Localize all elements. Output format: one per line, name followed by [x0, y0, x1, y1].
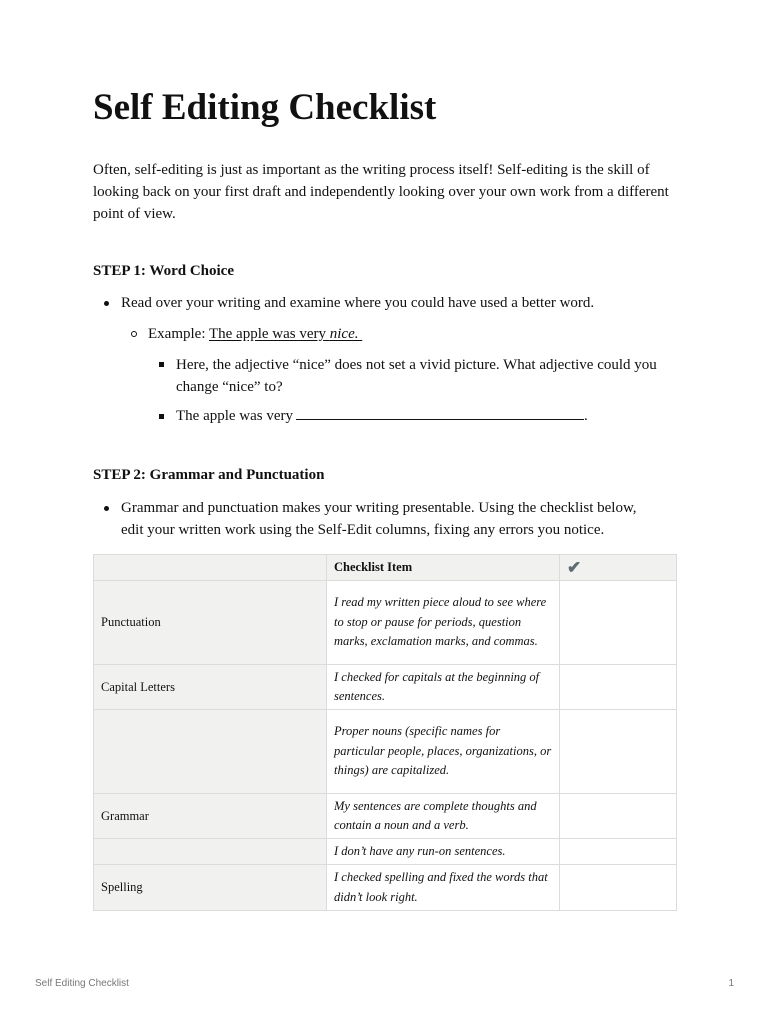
- row-check-cell[interactable]: [560, 794, 677, 839]
- row-category: [94, 710, 327, 794]
- row-category: Spelling: [94, 865, 327, 911]
- sub-bullet-adjective-line1: Here, the adjective “nice” does not set a vivid picture. What adjective could you: [176, 357, 657, 373]
- bullet-square-icon: [159, 414, 164, 419]
- row-item: I checked for capitals at the beginning of sentences.: [327, 665, 560, 710]
- step1-bullet: Read over your writing and examine where you could have used a better word.: [121, 295, 595, 311]
- row-check-cell[interactable]: [560, 839, 677, 865]
- row-check-cell[interactable]: [560, 581, 677, 665]
- sub-bullet-adjective-line2: change “nice” to?: [176, 379, 283, 395]
- check-icon: ✔: [567, 557, 582, 577]
- row-item: Proper nouns (specific names for particular people, places, organizations, or things) are capitalized.: [327, 710, 560, 794]
- row-category: Grammar: [94, 794, 327, 839]
- step2-bullet-line1: Grammar and punctuation makes your writing presentable. Using the checklist below,: [121, 500, 637, 516]
- sub-bullet-fill-in: The apple was very .: [176, 408, 588, 424]
- intro-paragraph: Often, self-editing is just as important as the writing process itself! Self-editing is the skill of looking back on your first draft and independently looking over your own work from a different point of view.: [93, 162, 669, 222]
- row-item: I don’t have any run-on sentences.: [327, 839, 560, 865]
- fill-in-blank[interactable]: [296, 406, 584, 420]
- example-label: Example:: [148, 326, 209, 342]
- step2-bullet-line2: edit your written work using the Self-Edit columns, fixing any errors you notice.: [121, 522, 605, 538]
- bullet-disc-icon: [104, 506, 109, 511]
- row-category: [94, 839, 327, 865]
- row-check-cell[interactable]: [560, 665, 677, 710]
- bullet-circle-icon: [131, 331, 137, 337]
- row-category: Capital Letters: [94, 665, 327, 710]
- footer-document-title: Self Editing Checklist: [35, 978, 129, 989]
- table-row: [94, 710, 677, 794]
- table-header-row: [94, 555, 677, 581]
- row-item: I read my written piece aloud to see where to stop or pause for periods, question marks, exclamation marks, and commas.: [327, 581, 560, 665]
- table-row: [94, 665, 677, 710]
- footer-page-number: 1: [728, 978, 734, 989]
- bullet-disc-icon: [104, 301, 109, 306]
- row-category: Punctuation: [94, 581, 327, 665]
- row-item: I checked spelling and fixed the words that didn’t look right.: [327, 865, 560, 911]
- header-checklist-item: Checklist Item: [327, 555, 560, 581]
- checklist-table: [93, 554, 677, 911]
- header-check: [560, 555, 677, 581]
- table-row: [94, 581, 677, 665]
- example-sentence: The apple was very nice.: [208, 326, 359, 342]
- row-check-cell[interactable]: [560, 865, 677, 911]
- row-item: My sentences are complete thoughts and contain a noun and a verb.: [327, 794, 560, 839]
- header-category: [94, 555, 327, 581]
- step1-heading: STEP 1: Word Choice: [93, 263, 234, 279]
- step2-heading: STEP 2: Grammar and Punctuation: [93, 467, 325, 483]
- example-line: [148, 323, 362, 345]
- bullet-square-icon: [159, 362, 164, 367]
- row-check-cell[interactable]: [560, 710, 677, 794]
- table-row: [94, 794, 677, 839]
- table-row: [94, 865, 677, 911]
- table-row: [94, 839, 677, 865]
- page-title: Self Editing Checklist: [93, 87, 437, 128]
